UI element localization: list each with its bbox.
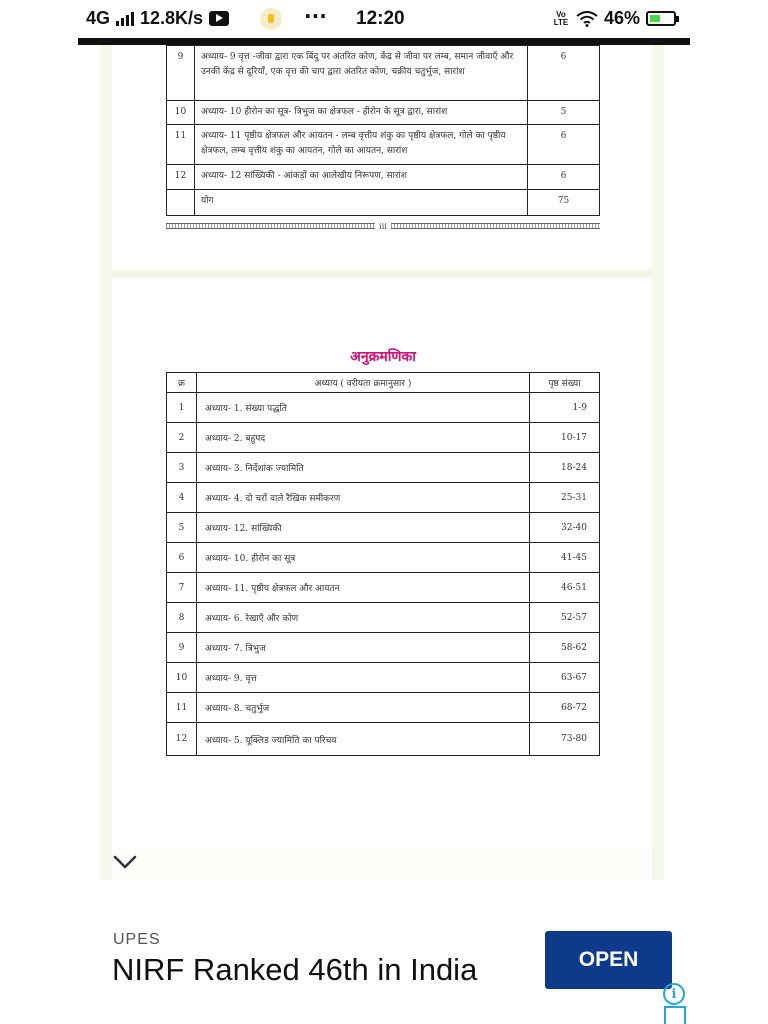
network-speed: 12.8K/s xyxy=(140,8,204,28)
ad-brand: UPES xyxy=(113,931,161,948)
signal-icon xyxy=(116,12,134,26)
page-range-cell: 63-67 xyxy=(530,663,600,693)
ad-info-icon[interactable]: i xyxy=(663,983,685,1005)
index-title: अनुक्रमणिका xyxy=(350,349,416,365)
total-label: योग xyxy=(195,190,528,216)
header-chapter: अध्याय ( वरीयता क्रमानुसार ) xyxy=(197,373,530,393)
total-marks: 75 xyxy=(528,190,600,216)
table-row xyxy=(167,633,600,663)
row-number: 2 xyxy=(167,423,197,453)
table-row xyxy=(167,603,600,633)
table-row xyxy=(167,693,600,723)
row-number: 12 xyxy=(167,723,197,756)
page-range-cell: 41-45 xyxy=(530,543,600,573)
footer-ornament xyxy=(391,223,600,229)
footer-ornament xyxy=(166,223,375,229)
page-separator xyxy=(112,270,652,278)
chapter-cell: अध्याय- 6. रेखाएँ और कोण xyxy=(197,603,530,633)
row-number: 9 xyxy=(167,46,195,101)
chapter-cell: अध्याय- 11. पृष्ठीय क्षेत्रफल और आयतन xyxy=(197,573,530,603)
chapter-cell: अध्याय- 12 सांख्यिकी - आंकड़ों का आलेखीय निरूपण, सारांश xyxy=(195,165,528,190)
youtube-icon xyxy=(209,11,229,26)
chapter-cell: अध्याय- 9. वृत्त xyxy=(197,663,530,693)
page-range-cell: 68-72 xyxy=(530,693,600,723)
app-notification-icon xyxy=(260,8,282,30)
chapter-cell: अध्याय- 11 पृष्ठीय क्षेत्रफल और आयतन - लम्ब वृत्तीय शंकु का पृष्ठीय क्षेत्रफल, गोले का पृष्ठीय क्षेत्रफल, लम्ब वृत्तीय शंकु का आयतन, गोले का आयतन, सारांश xyxy=(195,125,528,165)
marks-cell: 6 xyxy=(528,125,600,165)
status-right xyxy=(552,8,676,29)
marks-cell: 6 xyxy=(528,46,600,101)
wifi-icon xyxy=(576,11,598,27)
status-bar xyxy=(78,0,690,38)
chapter-cell: अध्याय- 9 वृत्त -जीवा द्वारा एक बिंदु पर अंतरित कोण, केंद्र से जीवा पर लम्ब, समान जीवाएँ और उनकी केंद्र से दूरियाँ, एक वृत्त की चाप द्वारा अंतरित कोण, चक्रीय चतुर्भुज, सारांश xyxy=(195,46,528,101)
chapter-cell: अध्याय- 2. बहुपद xyxy=(197,423,530,453)
table-row xyxy=(167,393,600,423)
volte-indicator: Vo LTE xyxy=(553,9,569,27)
table-row xyxy=(167,573,600,603)
clock: 12:20 xyxy=(356,8,405,29)
chapter-cell: अध्याय- 12. सांख्यिकी xyxy=(197,513,530,543)
row-number: 8 xyxy=(167,603,197,633)
row-number: 10 xyxy=(167,101,195,125)
chapter-cell: अध्याय- 5. यूक्लिड ज्यामिति का परिचय xyxy=(197,723,530,756)
row-number: 10 xyxy=(167,663,197,693)
battery-percent: 46% xyxy=(603,8,640,28)
more-notifications: ··· xyxy=(304,4,327,28)
page-range-cell: 32-40 xyxy=(530,513,600,543)
row-number: 5 xyxy=(167,513,197,543)
page-number: iii xyxy=(379,221,387,231)
table-row-total xyxy=(167,190,600,216)
row-number: 7 xyxy=(167,573,197,603)
table-row xyxy=(167,543,600,573)
row-number xyxy=(167,190,195,216)
chapter-cell: अध्याय- 4. दो चरों वाले रैखिक समीकरण xyxy=(197,483,530,513)
table-row xyxy=(167,513,600,543)
page-range-cell: 46-51 xyxy=(530,573,600,603)
chapter-cell: अध्याय- 7. त्रिभुज xyxy=(197,633,530,663)
chapter-cell: अध्याय- 3. निर्देशांक ज्यामिति xyxy=(197,453,530,483)
ad-headline[interactable]: NIRF Ranked 46th in India xyxy=(112,952,478,987)
marks-cell: 5 xyxy=(528,101,600,125)
table-row xyxy=(167,125,600,165)
chevron-down-icon[interactable] xyxy=(112,852,138,872)
marks-table xyxy=(166,45,600,216)
row-number: 11 xyxy=(167,125,195,165)
page-range-cell: 10-17 xyxy=(530,423,600,453)
toolbar-divider xyxy=(78,38,690,45)
marks-cell: 6 xyxy=(528,165,600,190)
row-number: 6 xyxy=(167,543,197,573)
chapter-cell: अध्याय- 1. संख्या पद्धति xyxy=(197,393,530,423)
row-number: 9 xyxy=(167,633,197,663)
table-row xyxy=(167,483,600,513)
status-left xyxy=(86,8,229,29)
header-pages: पृष्ठ संख्या xyxy=(530,373,600,393)
battery-icon xyxy=(646,11,676,26)
chapter-cell: अध्याय- 10 हीरोन का सूत्र- त्रिभुज का क्षेत्रफल - हीरोन के सूत्र द्वारा, सारांश xyxy=(195,101,528,125)
page-footer xyxy=(166,222,600,230)
chapter-cell: अध्याय- 10. हीरोन का सूत्र xyxy=(197,543,530,573)
row-number: 1 xyxy=(167,393,197,423)
ad-open-button[interactable]: OPEN xyxy=(545,931,672,989)
table-row xyxy=(167,453,600,483)
page-range-cell: 1-9 xyxy=(530,393,600,423)
table-row xyxy=(167,663,600,693)
page-range-cell: 52-57 xyxy=(530,603,600,633)
ad-banner[interactable] xyxy=(0,890,768,1024)
page-gutter-left xyxy=(100,45,112,880)
index-table xyxy=(166,372,600,756)
row-number: 3 xyxy=(167,453,197,483)
page-range-cell: 18-24 xyxy=(530,453,600,483)
table-row xyxy=(167,46,600,101)
page-range-cell: 58-62 xyxy=(530,633,600,663)
row-number: 4 xyxy=(167,483,197,513)
table-header-row xyxy=(167,373,600,393)
header-num: क्र xyxy=(167,373,197,393)
table-row xyxy=(167,165,600,190)
table-row xyxy=(167,723,600,756)
table-row xyxy=(167,423,600,453)
ad-close-icon[interactable] xyxy=(664,1006,686,1024)
table-row xyxy=(167,101,600,125)
page-range-cell: 73-80 xyxy=(530,723,600,756)
page-range-cell: 25-31 xyxy=(530,483,600,513)
row-number: 11 xyxy=(167,693,197,723)
network-type: 4G xyxy=(86,8,111,28)
chapter-cell: अध्याय- 8. चतुर्भुज xyxy=(197,693,530,723)
page-gutter-right xyxy=(652,45,664,880)
row-number: 12 xyxy=(167,165,195,190)
